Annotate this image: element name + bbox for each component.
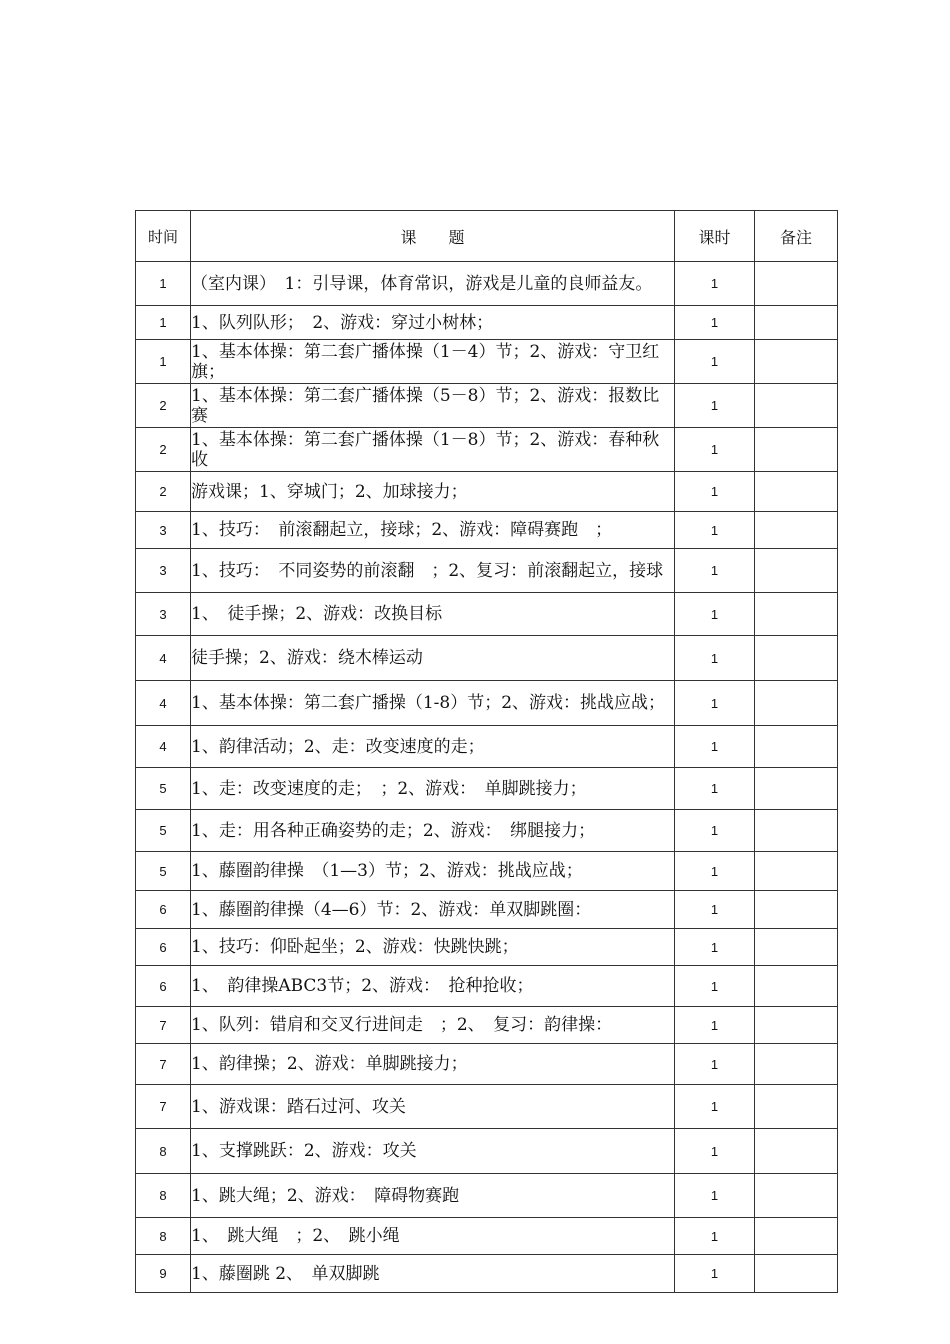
- table-row: [136, 593, 838, 636]
- notes-cell: [755, 1218, 838, 1255]
- time-cell: 5: [136, 768, 191, 810]
- table-row: [136, 512, 838, 549]
- table-header-row: [136, 211, 838, 262]
- topic-cell: 1、基本体操：第二套广播体操（1－4）节；2、游戏：守卫红旗；: [191, 340, 675, 384]
- header-hours: 课时: [675, 211, 755, 262]
- hours-cell: 1: [675, 966, 755, 1007]
- topic-cell: 1、跳大绳；2、游戏： 障碍物赛跑: [191, 1174, 675, 1218]
- hours-cell: 1: [675, 472, 755, 512]
- time-cell: 5: [136, 852, 191, 891]
- topic-cell: 1、队列队形； 2、游戏：穿过小树林；: [191, 306, 675, 340]
- topic-cell: 1、队列：错肩和交叉行进间走 ；2、 复习：韵律操：: [191, 1007, 675, 1044]
- hours-cell: 1: [675, 306, 755, 340]
- table-row: [136, 1085, 838, 1129]
- notes-cell: [755, 1129, 838, 1174]
- header-notes: 备注: [755, 211, 838, 262]
- time-cell: 1: [136, 340, 191, 384]
- topic-cell: 1、 韵律操ABC3节；2、游戏： 抢种抢收；: [191, 966, 675, 1007]
- table-body: [136, 262, 838, 1293]
- hours-cell: 1: [675, 1044, 755, 1085]
- topic-cell: 1、韵律活动；2、走：改变速度的走；: [191, 726, 675, 768]
- notes-cell: [755, 1085, 838, 1129]
- time-cell: 4: [136, 726, 191, 768]
- hours-cell: 1: [675, 549, 755, 593]
- notes-cell: [755, 852, 838, 891]
- hours-cell: 1: [675, 1174, 755, 1218]
- topic-cell: 徒手操；2、游戏：绕木棒运动: [191, 636, 675, 681]
- topic-cell: 1、技巧： 前滚翻起立，接球；2、游戏：障碍赛跑 ；: [191, 512, 675, 549]
- time-cell: 6: [136, 966, 191, 1007]
- time-cell: 8: [136, 1218, 191, 1255]
- table-row: [136, 1044, 838, 1085]
- topic-cell: 1、韵律操；2、游戏：单脚跳接力；: [191, 1044, 675, 1085]
- topic-cell: 1、 跳大绳 ；2、 跳小绳: [191, 1218, 675, 1255]
- topic-cell: 1、藤圈跳 2、 单双脚跳: [191, 1255, 675, 1293]
- hours-cell: 1: [675, 929, 755, 966]
- time-cell: 7: [136, 1044, 191, 1085]
- hours-cell: 1: [675, 768, 755, 810]
- notes-cell: [755, 549, 838, 593]
- time-cell: 7: [136, 1085, 191, 1129]
- time-cell: 1: [136, 306, 191, 340]
- topic-cell: 1、基本体操：第二套广播操（1-8）节；2、游戏：挑战应战；: [191, 681, 675, 726]
- topic-cell: 1、游戏课：踏石过河、攻关: [191, 1085, 675, 1129]
- time-cell: 1: [136, 262, 191, 306]
- table-row: [136, 810, 838, 852]
- table-row: [136, 1255, 838, 1293]
- time-cell: 3: [136, 512, 191, 549]
- hours-cell: 1: [675, 1218, 755, 1255]
- table-row: [136, 306, 838, 340]
- time-cell: 7: [136, 1007, 191, 1044]
- notes-cell: [755, 306, 838, 340]
- table-row: [136, 891, 838, 929]
- notes-cell: [755, 726, 838, 768]
- hours-cell: 1: [675, 1007, 755, 1044]
- topic-cell: 1、 徒手操；2、游戏：改换目标: [191, 593, 675, 636]
- notes-cell: [755, 810, 838, 852]
- table-row: [136, 262, 838, 306]
- table-row: [136, 1218, 838, 1255]
- time-cell: 4: [136, 636, 191, 681]
- time-cell: 8: [136, 1129, 191, 1174]
- notes-cell: [755, 340, 838, 384]
- notes-cell: [755, 1007, 838, 1044]
- time-cell: 8: [136, 1174, 191, 1218]
- table-row: [136, 726, 838, 768]
- notes-cell: [755, 262, 838, 306]
- topic-cell: 1、走：改变速度的走； ；2、游戏： 单脚跳接力；: [191, 768, 675, 810]
- table-row: [136, 768, 838, 810]
- topic-cell: 1、支撑跳跃：2、游戏：攻关: [191, 1129, 675, 1174]
- table-row: [136, 636, 838, 681]
- notes-cell: [755, 1044, 838, 1085]
- hours-cell: 1: [675, 636, 755, 681]
- topic-cell: 1、藤圈韵律操（4—6）节：2、游戏：单双脚跳圈：: [191, 891, 675, 929]
- time-cell: 6: [136, 929, 191, 966]
- hours-cell: 1: [675, 1085, 755, 1129]
- time-cell: 2: [136, 428, 191, 472]
- hours-cell: 1: [675, 852, 755, 891]
- table-row: [136, 1174, 838, 1218]
- notes-cell: [755, 1174, 838, 1218]
- table-row: [136, 1007, 838, 1044]
- notes-cell: [755, 428, 838, 472]
- table-row: [136, 929, 838, 966]
- notes-cell: [755, 472, 838, 512]
- notes-cell: [755, 1255, 838, 1293]
- notes-cell: [755, 768, 838, 810]
- header-time: 时间: [136, 211, 191, 262]
- topic-cell: 1、技巧：仰卧起坐；2、游戏：快跳快跳；: [191, 929, 675, 966]
- table-row: [136, 384, 838, 428]
- time-cell: 9: [136, 1255, 191, 1293]
- hours-cell: 1: [675, 891, 755, 929]
- hours-cell: 1: [675, 384, 755, 428]
- header-topic: 课 题: [191, 211, 675, 262]
- topic-cell: （室内课） 1：引导课，体育常识，游戏是儿童的良师益友。: [191, 262, 675, 306]
- time-cell: 5: [136, 810, 191, 852]
- lesson-schedule-table: [135, 210, 838, 1293]
- time-cell: 2: [136, 472, 191, 512]
- notes-cell: [755, 966, 838, 1007]
- hours-cell: 1: [675, 512, 755, 549]
- table-row: [136, 681, 838, 726]
- table-row: [136, 340, 838, 384]
- time-cell: 4: [136, 681, 191, 726]
- time-cell: 2: [136, 384, 191, 428]
- hours-cell: 1: [675, 726, 755, 768]
- topic-cell: 1、走：用各种正确姿势的走；2、游戏： 绑腿接力；: [191, 810, 675, 852]
- notes-cell: [755, 384, 838, 428]
- notes-cell: [755, 929, 838, 966]
- hours-cell: 1: [675, 593, 755, 636]
- hours-cell: 1: [675, 428, 755, 472]
- hours-cell: 1: [675, 340, 755, 384]
- topic-cell: 1、基本体操：第二套广播体操（5－8）节；2、游戏：报数比赛: [191, 384, 675, 428]
- topic-cell: 1、藤圈韵律操 （1—3）节；2、游戏：挑战应战；: [191, 852, 675, 891]
- topic-cell: 1、技巧： 不同姿势的前滚翻 ；2、复习：前滚翻起立，接球: [191, 549, 675, 593]
- topic-cell: 游戏课；1、穿城门；2、加球接力；: [191, 472, 675, 512]
- notes-cell: [755, 636, 838, 681]
- notes-cell: [755, 512, 838, 549]
- hours-cell: 1: [675, 681, 755, 726]
- table-row: [136, 428, 838, 472]
- notes-cell: [755, 891, 838, 929]
- table-row: [136, 472, 838, 512]
- hours-cell: 1: [675, 262, 755, 306]
- time-cell: 6: [136, 891, 191, 929]
- hours-cell: 1: [675, 810, 755, 852]
- notes-cell: [755, 681, 838, 726]
- topic-cell: 1、基本体操：第二套广播体操（1－8）节；2、游戏：春种秋收: [191, 428, 675, 472]
- time-cell: 3: [136, 593, 191, 636]
- notes-cell: [755, 593, 838, 636]
- table-row: [136, 852, 838, 891]
- hours-cell: 1: [675, 1129, 755, 1174]
- time-cell: 3: [136, 549, 191, 593]
- table-row: [136, 1129, 838, 1174]
- table-row: [136, 966, 838, 1007]
- table-row: [136, 549, 838, 593]
- hours-cell: 1: [675, 1255, 755, 1293]
